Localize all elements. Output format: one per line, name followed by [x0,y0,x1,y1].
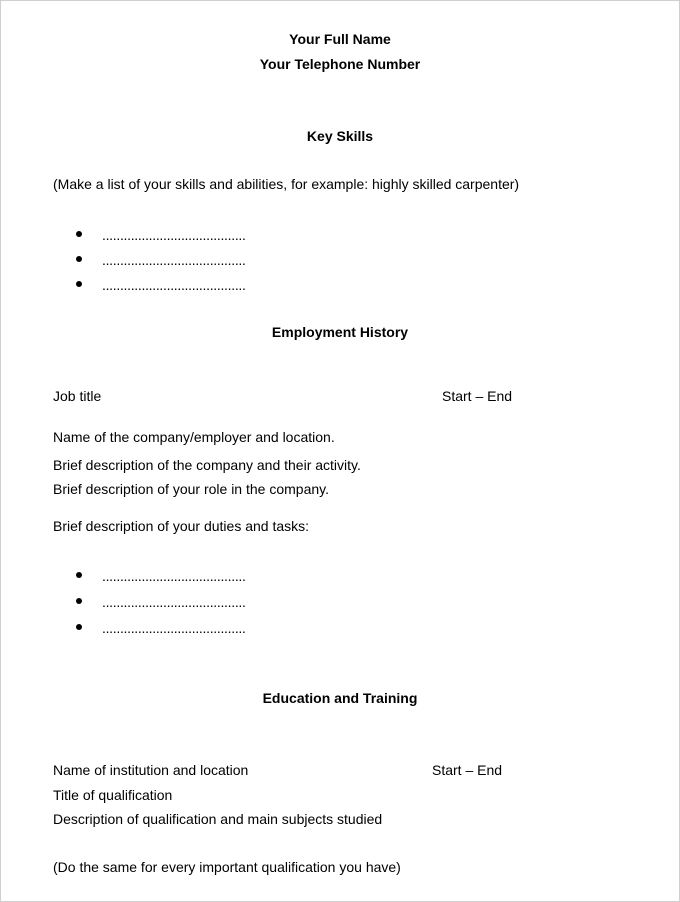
qualification-title: Title of qualification [53,787,173,803]
bullet-icon [76,281,82,287]
education-dates: Start – End [432,762,503,778]
role-description: Brief description of your role in the company. [53,481,329,497]
qualification-note: (Do the same for every important qualification you have) [53,859,401,875]
company-name: Name of the company/employer and location. [53,429,335,445]
key-skills-intro: (Make a list of your skills and abilities, for example: highly skilled carpenter) [53,176,520,192]
key-skills-heading: Key Skills [306,128,374,144]
bullet-icon [76,572,82,578]
education-heading: Education and Training [262,690,418,706]
company-description: Brief description of the company and their activity. [53,457,361,473]
skill-placeholder: ........................................ [102,227,246,243]
bullet-icon [76,598,82,604]
bullet-icon [76,624,82,630]
bullet-icon [76,231,82,237]
institution-name: Name of institution and location [53,762,249,778]
qualification-description: Description of qualification and main subjects studied [53,811,383,827]
skill-placeholder: ........................................ [102,277,246,293]
job-title: Job title [53,388,102,404]
duties-label: Brief description of your duties and tasks: [53,518,310,534]
full-name: Your Full Name [289,31,391,47]
bullet-icon [76,256,82,262]
duty-placeholder: ........................................ [102,568,246,584]
employment-dates: Start – End [442,388,513,404]
employment-history-heading: Employment History [271,324,409,340]
duty-placeholder: ........................................ [102,620,246,636]
skill-placeholder: ........................................ [102,252,246,268]
telephone-number: Your Telephone Number [259,56,421,72]
duty-placeholder: ........................................ [102,594,246,610]
